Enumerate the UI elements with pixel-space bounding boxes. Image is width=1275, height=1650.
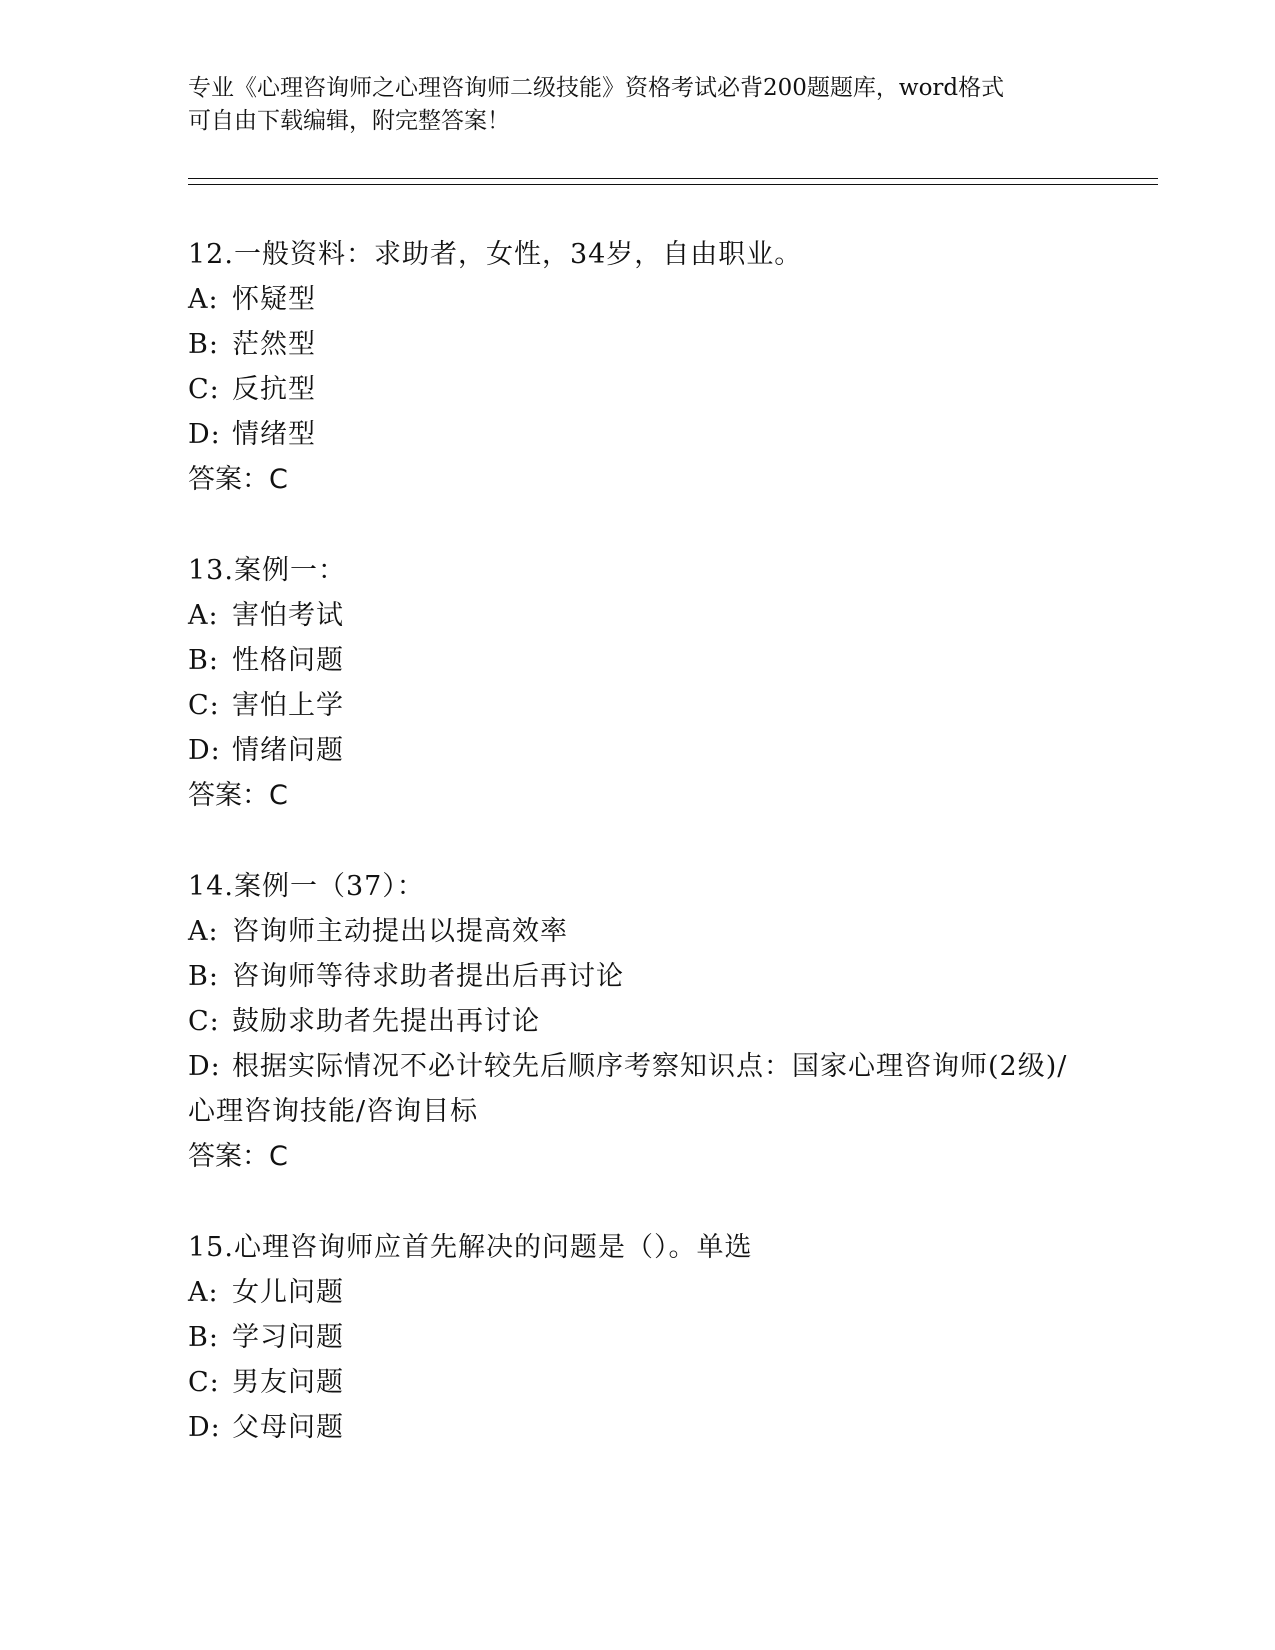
option-b bbox=[188, 954, 1148, 999]
option-label: A: bbox=[188, 600, 219, 631]
option-text: 茫然型 bbox=[232, 329, 316, 360]
option-text: 咨询师等待求助者提出后再讨论 bbox=[232, 961, 624, 992]
option-text: 情绪型 bbox=[232, 419, 316, 450]
option-label: A: bbox=[188, 916, 219, 947]
option-a bbox=[188, 277, 1148, 322]
option-label: B: bbox=[188, 1322, 219, 1353]
option-b bbox=[188, 322, 1148, 367]
question-list bbox=[188, 232, 1148, 1496]
option-d bbox=[188, 1405, 1148, 1450]
option-text: 害怕考试 bbox=[232, 600, 344, 631]
option-label: D: bbox=[188, 735, 221, 766]
option-label: B: bbox=[188, 961, 219, 992]
option-a bbox=[188, 1270, 1148, 1315]
answer-line: 答案：C bbox=[188, 1141, 288, 1172]
document-header bbox=[188, 72, 1068, 138]
question-12 bbox=[188, 232, 1148, 502]
option-label: B: bbox=[188, 329, 219, 360]
option-text: 害怕上学 bbox=[232, 690, 344, 721]
option-label: C: bbox=[188, 374, 220, 405]
option-label: D: bbox=[188, 419, 221, 450]
option-d bbox=[188, 412, 1148, 457]
option-label: C: bbox=[188, 1006, 220, 1037]
option-c bbox=[188, 1360, 1148, 1405]
option-text: 怀疑型 bbox=[232, 284, 316, 315]
question-stem: 12.一般资料：求助者，女性，34岁，自由职业。 bbox=[188, 239, 803, 270]
question-stem: 15.心理咨询师应首先解决的问题是（）。单选 bbox=[188, 1232, 753, 1263]
question-stem: 14.案例一（37）： bbox=[188, 871, 425, 902]
question-15 bbox=[188, 1225, 1148, 1450]
option-label: D: bbox=[188, 1051, 221, 1082]
option-label: B: bbox=[188, 645, 219, 676]
header-divider-bottom bbox=[188, 184, 1158, 185]
option-d bbox=[188, 728, 1148, 773]
option-text: 反抗型 bbox=[232, 374, 316, 405]
option-d bbox=[188, 1044, 1088, 1134]
option-a bbox=[188, 909, 1148, 954]
option-c bbox=[188, 999, 1148, 1044]
option-text: 根据实际情况不必计较先后顺序考察知识点：国家心理咨询师(2级)/心理咨询技能/咨询目标 bbox=[188, 1051, 1068, 1127]
option-text: 女儿问题 bbox=[232, 1277, 344, 1308]
answer-line: 答案：C bbox=[188, 780, 288, 811]
option-text: 性格问题 bbox=[232, 645, 344, 676]
header-line-1: 专业《心理咨询师之心理咨询师二级技能》资格考试必背200题题库，word格式 bbox=[188, 75, 1005, 101]
header-divider-top bbox=[188, 178, 1158, 179]
option-text: 男友问题 bbox=[232, 1367, 344, 1398]
option-text: 鼓励求助者先提出再讨论 bbox=[232, 1006, 540, 1037]
option-label: C: bbox=[188, 690, 220, 721]
header-line-2: 可自由下载编辑，附完整答案！ bbox=[188, 108, 510, 134]
option-text: 父母问题 bbox=[232, 1412, 344, 1443]
option-b bbox=[188, 638, 1148, 683]
option-a bbox=[188, 593, 1148, 638]
option-c bbox=[188, 367, 1148, 412]
question-13 bbox=[188, 548, 1148, 818]
option-label: A: bbox=[188, 284, 219, 315]
question-stem: 13.案例一： bbox=[188, 555, 346, 586]
option-c bbox=[188, 683, 1148, 728]
option-label: C: bbox=[188, 1367, 220, 1398]
question-14 bbox=[188, 864, 1148, 1179]
option-b bbox=[188, 1315, 1148, 1360]
option-text: 情绪问题 bbox=[232, 735, 344, 766]
option-text: 学习问题 bbox=[232, 1322, 344, 1353]
answer-line: 答案：C bbox=[188, 464, 288, 495]
option-label: D: bbox=[188, 1412, 221, 1443]
option-text: 咨询师主动提出以提高效率 bbox=[232, 916, 568, 947]
option-label: A: bbox=[188, 1277, 219, 1308]
